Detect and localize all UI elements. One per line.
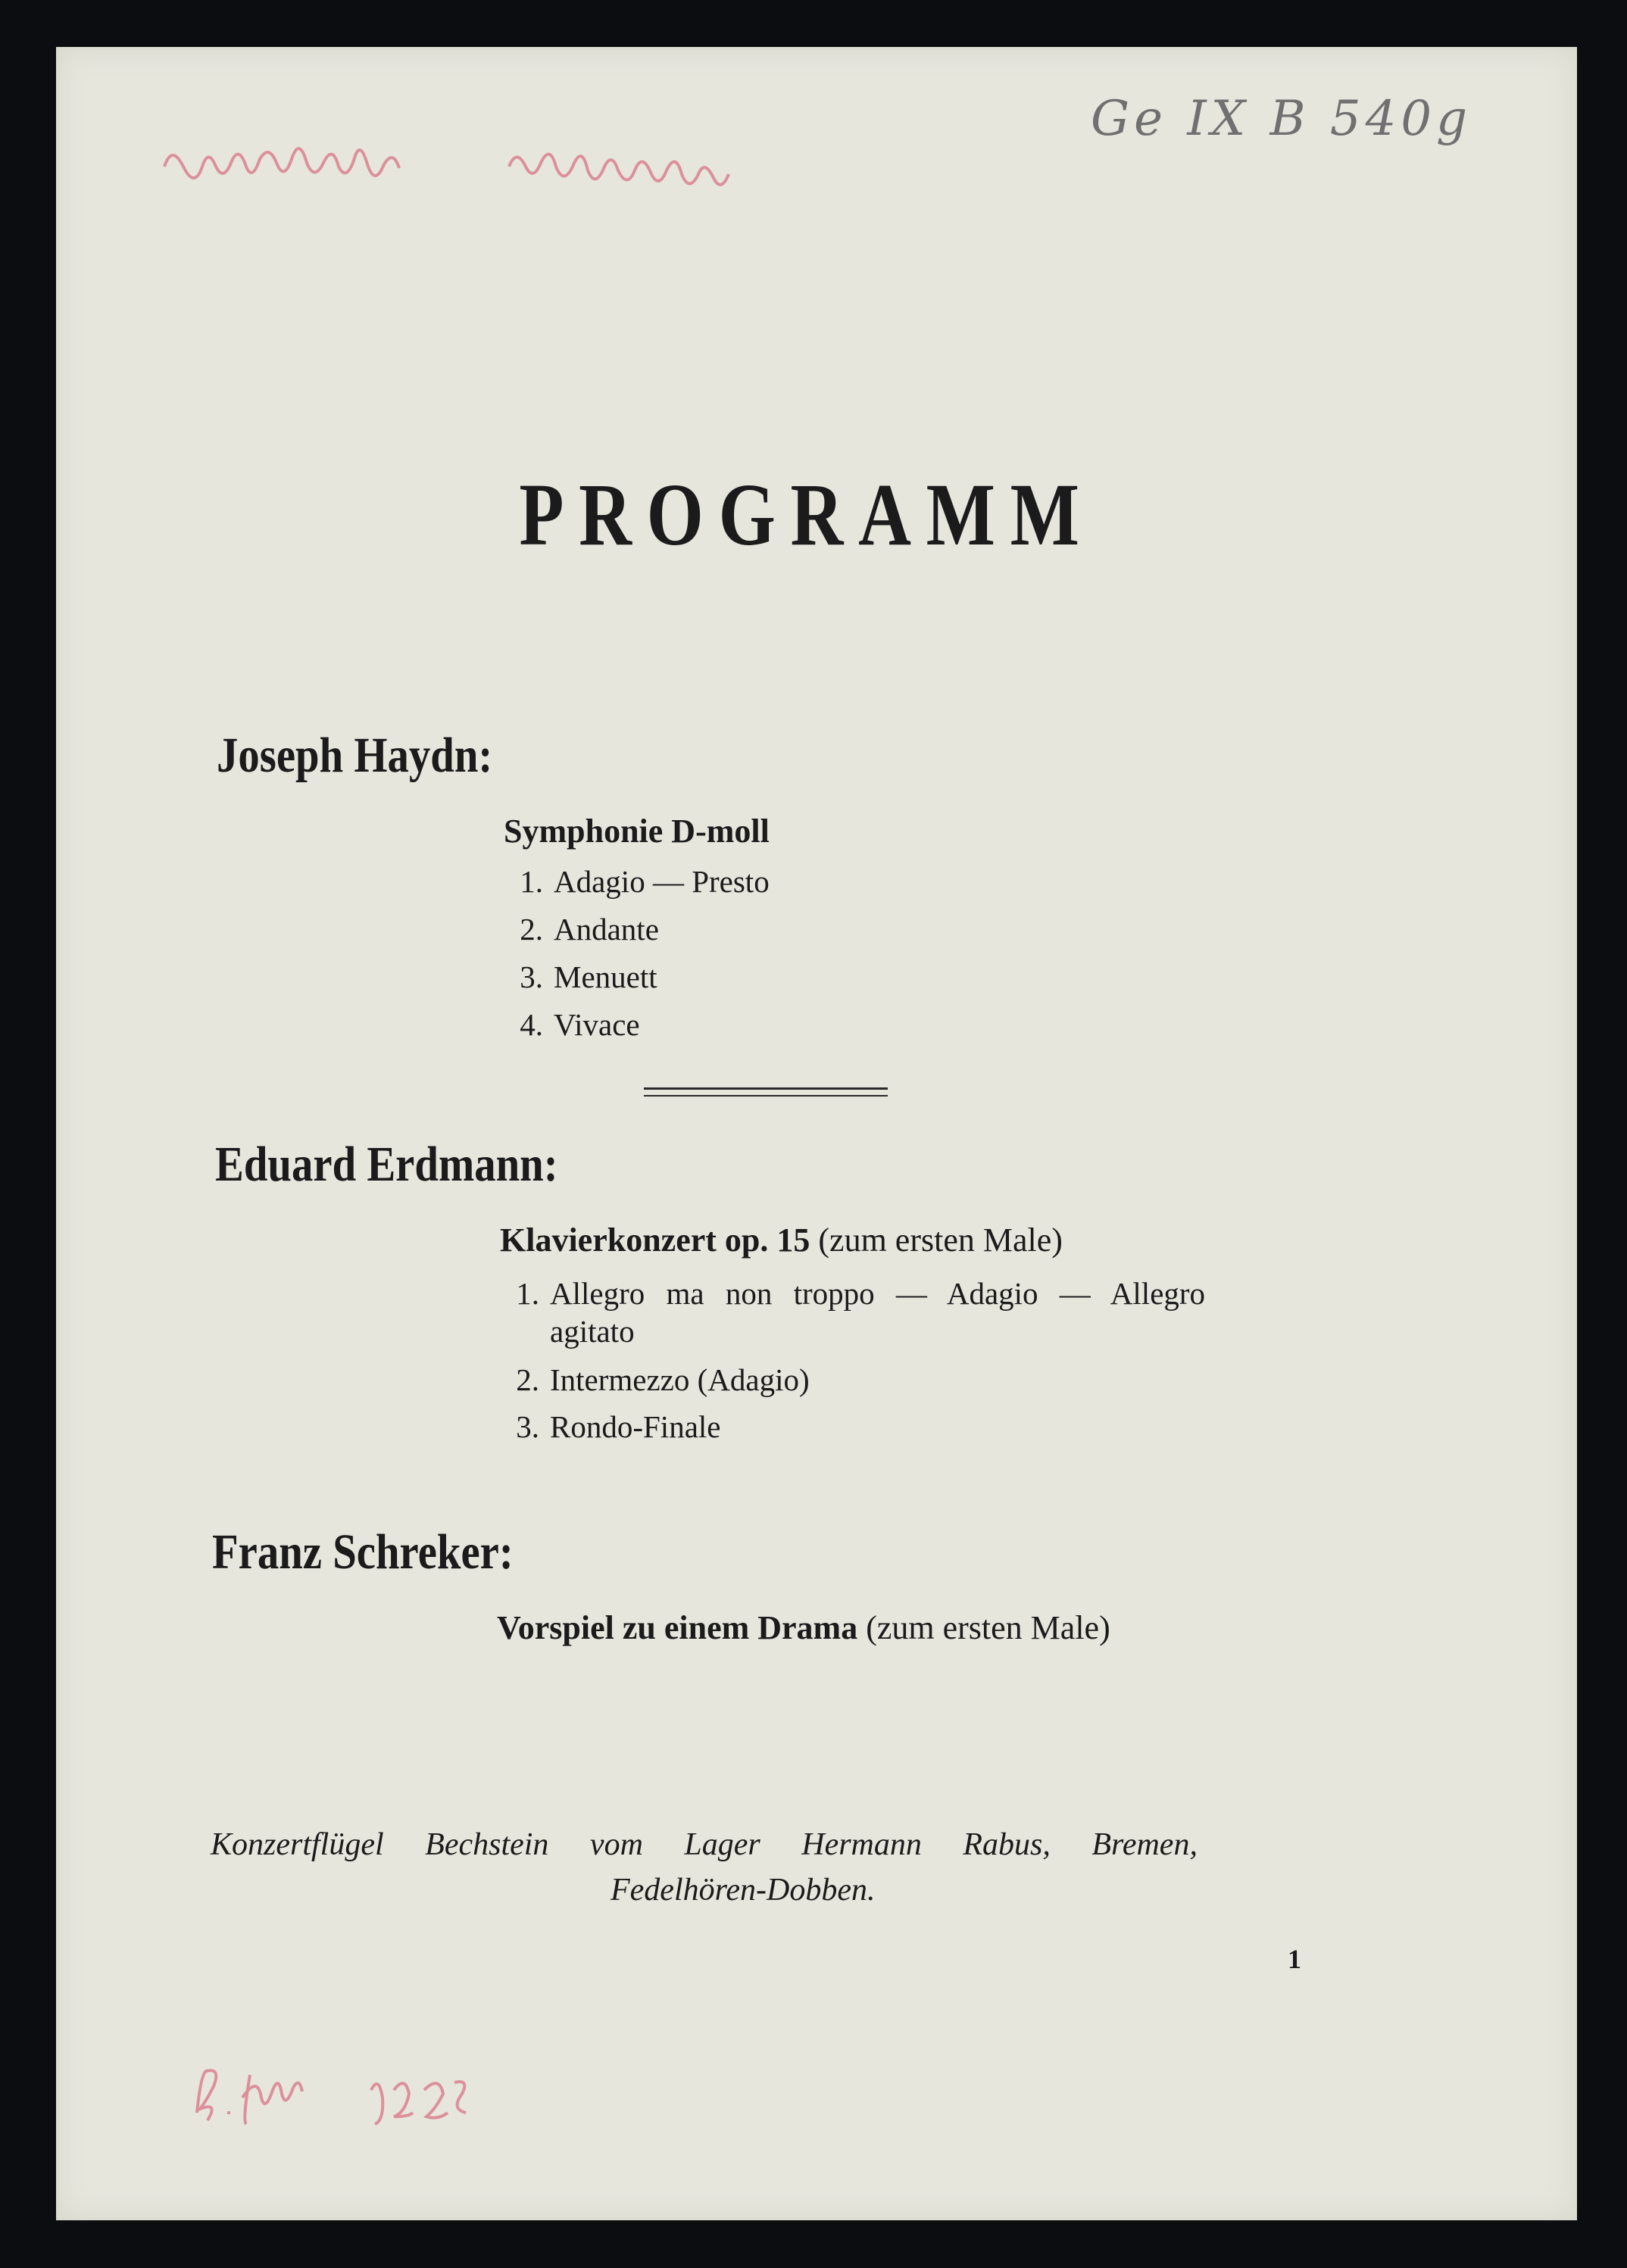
movement-item [504, 959, 657, 995]
work-title: Klavierkonzert op. 15 [500, 1221, 810, 1259]
work-title: Vorspiel zu einem Drama [497, 1609, 858, 1646]
composer-haydn: Joseph Haydn: [217, 728, 493, 783]
movement-number: 2. [516, 1362, 539, 1397]
movement-title: Menuett [554, 959, 657, 994]
movement-number: 3. [520, 959, 543, 994]
section-divider [644, 1087, 888, 1097]
movement-item [500, 1409, 720, 1445]
movement-title: Adagio — Presto [554, 864, 770, 899]
page-title: PROGRAMM [519, 465, 1095, 564]
composer-schreker: Franz Schreker: [212, 1524, 514, 1580]
movement-title: Intermezzo (Adagio) [550, 1362, 810, 1397]
movement-title: Rondo-Finale [550, 1409, 721, 1444]
movement-number: 4. [520, 1007, 543, 1042]
work-schreker [497, 1608, 1110, 1647]
page-number: 1 [1288, 1944, 1301, 1974]
movement-title: Allegro ma non troppo — Adagio — Allegro [550, 1276, 1206, 1311]
work-erdmann [500, 1221, 1063, 1259]
movement-item [504, 911, 659, 947]
movement-title: Vivace [554, 1007, 640, 1042]
movement-continuation [550, 1313, 635, 1349]
piano-note: Konzertflügel Bechstein vom Lager Hermann Rabus, Bremen, [211, 1827, 1198, 1862]
handwritten-red-note-top [161, 136, 865, 197]
movement-item [504, 863, 770, 900]
movement-item [500, 1362, 810, 1398]
work-haydn [504, 812, 770, 850]
movement-title-cont: agitato [550, 1314, 635, 1349]
work-note: (zum ersten Male) [866, 1609, 1110, 1646]
movement-item [500, 1275, 1205, 1312]
work-note: (zum ersten Male) [818, 1221, 1063, 1259]
movement-number: 1. [516, 1276, 539, 1311]
movement-item [504, 1006, 640, 1043]
movement-title: Andante [554, 912, 659, 947]
movement-number: 1. [520, 864, 543, 899]
movement-number: 2. [520, 912, 543, 947]
archive-mark: Ge IX B 540g [1091, 91, 1472, 147]
composer-erdmann: Eduard Erdmann: [215, 1137, 558, 1192]
piano-note-cont: Fedelhören-Dobben. [611, 1873, 876, 1908]
handwritten-red-date [189, 2060, 492, 2128]
movement-number: 3. [516, 1409, 539, 1444]
work-title: Symphonie D-moll [504, 813, 770, 850]
